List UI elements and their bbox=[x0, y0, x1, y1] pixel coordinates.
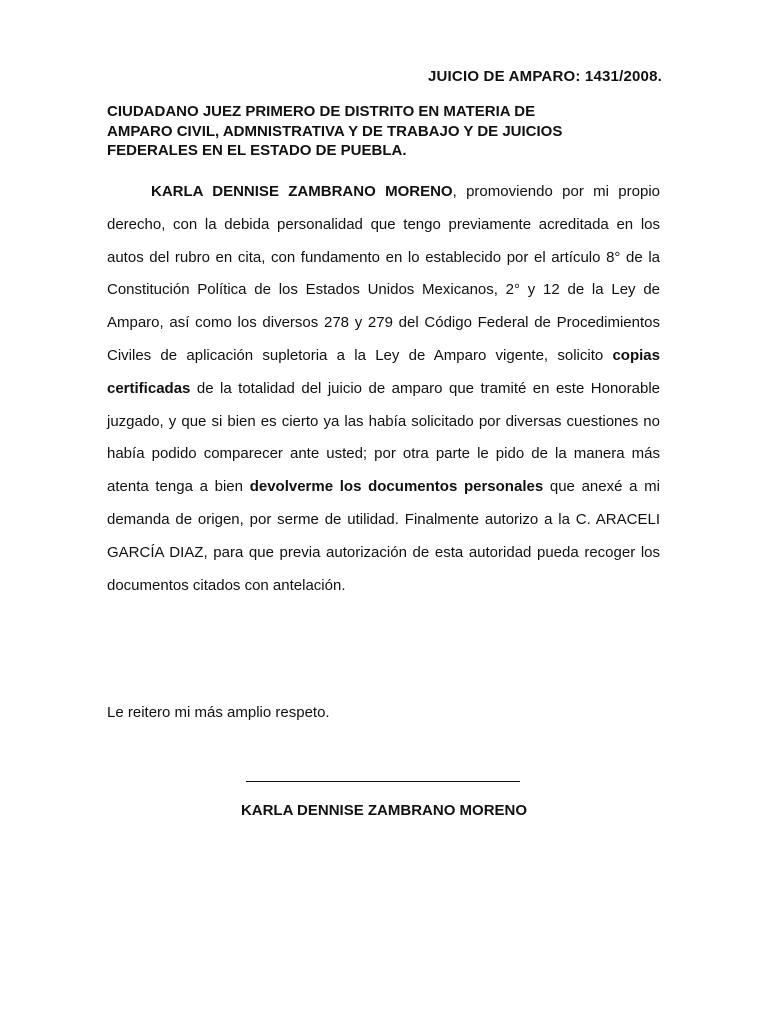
body-text-1: , promoviendo por mi propio derecho, con la debida personalidad que tengo previamente acreditada en los autos del rubro en cita, con fundamento en lo establecido por el artículo 8° de la Constitución Política de los Estados Unidos Mexicanos, 2° y 12 de la Ley de Amparo, así como los diversos 278 y 279 del Código Federal de Procedimientos Civiles de aplicación supletoria a la Ley de Amparo vigente, solicito bbox=[107, 183, 660, 364]
addressee-line-2: AMPARO CIVIL, ADMNISTRATIVA Y DE TRABAJO Y DE JUICIOS bbox=[107, 122, 563, 140]
addressee-line-1: CIUDADANO JUEZ PRIMERO DE DISTRITO EN MATERIA DE bbox=[107, 103, 536, 120]
addressee-block bbox=[107, 102, 660, 161]
signer-name: KARLA DENNISE ZAMBRANO MORENO bbox=[240, 802, 528, 819]
petitioner-name: KARLA DENNISE ZAMBRANO MORENO bbox=[151, 183, 453, 200]
bold-copias-certificadas: copias certificadas bbox=[107, 346, 660, 397]
signature-line bbox=[246, 781, 520, 782]
body-text-3: que anexé a mi demanda de origen, por serme de utilidad. Finalmente autorizo a la C. ARACELI GARCÍA DIAZ, para que previa autorización de esta autoridad pueda recoger los documentos citados con antelación. bbox=[107, 478, 660, 594]
body-paragraph bbox=[107, 176, 660, 602]
body-text-2: de la totalidad del juicio de amparo que tramité en este Honorable juzgado, y que si bien es cierto ya las había solicitado por diversas cuestiones no había podido comparecer ante usted; por otra parte le pido de la manera más atenta tenga a bien bbox=[107, 379, 660, 496]
closing-line: Le reitero mi más amplio respeto. bbox=[107, 704, 330, 721]
addressee-line-3: FEDERALES EN EL ESTADO DE PUEBLA. bbox=[107, 142, 407, 159]
bold-devolverme-documentos: devolverme los documentos personales bbox=[249, 478, 544, 496]
case-number: JUICIO DE AMPARO: 1431/2008. bbox=[427, 68, 662, 85]
